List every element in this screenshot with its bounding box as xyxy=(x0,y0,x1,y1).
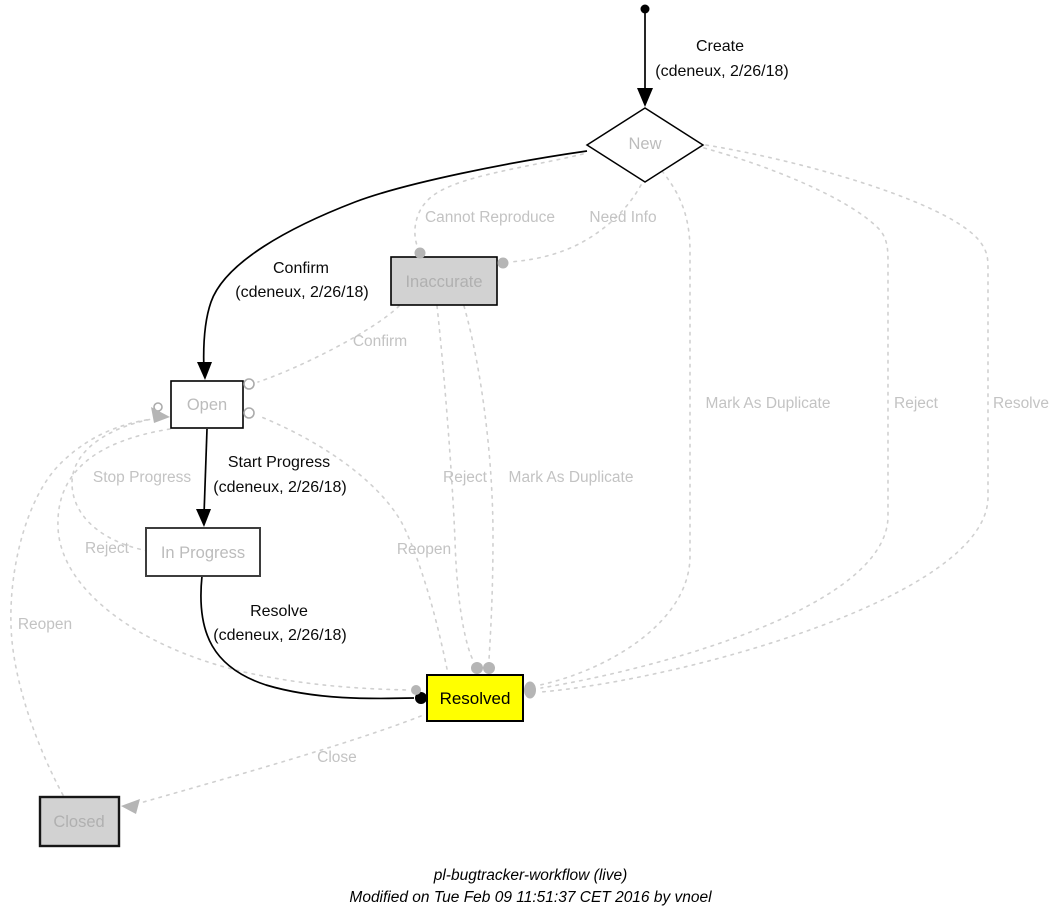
label-reopen-resolved: Reopen xyxy=(396,541,452,558)
arrowhead-into-closed xyxy=(121,799,140,814)
taken-transitions xyxy=(201,13,645,699)
available-transition-labels xyxy=(18,209,1049,766)
label-resolve-taken: Resolve xyxy=(250,603,308,620)
label-create: Create xyxy=(695,38,745,55)
dot-reject-open-target xyxy=(411,685,421,695)
edge-start-progress-taken[interactable] xyxy=(204,429,207,515)
circle-confirm-target xyxy=(244,379,254,389)
label-inaccurate: Inaccurate xyxy=(405,273,483,291)
label-cannot-reproduce: Cannot Reproduce xyxy=(424,209,556,226)
label-create-detail: (cdeneux, 2/26/18) xyxy=(655,63,789,80)
label-need-info: Need Info xyxy=(589,209,657,226)
edge-close[interactable] xyxy=(140,716,421,803)
label-closed: Closed xyxy=(53,813,105,831)
label-reopen-closed: Reopen xyxy=(17,616,73,633)
dot-mark-as-duplicate-inaccurate-target xyxy=(483,662,495,674)
label-confirm-available: Confirm xyxy=(352,333,408,350)
dot-need-info-target xyxy=(498,258,509,269)
edge-cannot-reproduce[interactable] xyxy=(415,154,583,248)
arrowhead-into-new xyxy=(637,88,653,107)
edge-reject-from-new[interactable] xyxy=(541,148,888,688)
label-reject-new: Reject xyxy=(894,395,938,412)
start-dot xyxy=(641,5,650,14)
label-close: Close xyxy=(317,749,357,766)
workflow-modified-info: Modified on Tue Feb 09 11:51:37 CET 2016 by vnoel xyxy=(349,889,712,906)
label-new: New xyxy=(628,135,662,153)
label-start-progress-taken: Start Progress xyxy=(227,454,331,471)
arrowhead-into-open xyxy=(197,362,212,380)
taken-transition-labels xyxy=(213,38,788,644)
edge-resolve-from-new[interactable] xyxy=(541,145,988,692)
label-confirm-taken: Confirm xyxy=(272,260,330,277)
label-open: Open xyxy=(186,396,228,414)
workflow-title: pl-bugtracker-workflow (live) xyxy=(433,867,628,884)
dot-reject-inaccurate-target xyxy=(471,662,483,674)
label-mark-as-duplicate-new: Mark As Duplicate xyxy=(705,395,831,412)
label-reject-open: Reject xyxy=(85,540,129,557)
label-resolved: Resolved xyxy=(439,689,511,708)
label-stop-progress: Stop Progress xyxy=(92,469,192,486)
circle-reopen-target xyxy=(244,408,254,418)
label-resolve-taken-detail: (cdeneux, 2/26/18) xyxy=(213,627,347,644)
label-confirm-taken-detail: (cdeneux, 2/26/18) xyxy=(235,284,369,301)
label-start-progress-taken-detail: (cdeneux, 2/26/18) xyxy=(213,479,347,496)
label-in-progress: In Progress xyxy=(160,544,246,562)
label-resolve-new: Resolve xyxy=(993,395,1049,412)
label-mark-as-duplicate-inaccurate: Mark As Duplicate xyxy=(508,469,634,486)
arrowhead-into-in-progress xyxy=(196,509,211,527)
dot-cannot-reproduce-target xyxy=(415,248,426,259)
label-reject-inaccurate: Reject xyxy=(443,469,487,486)
edge-mark-as-duplicate-from-new[interactable] xyxy=(540,171,690,685)
dot-new-transitions-target xyxy=(524,682,536,699)
